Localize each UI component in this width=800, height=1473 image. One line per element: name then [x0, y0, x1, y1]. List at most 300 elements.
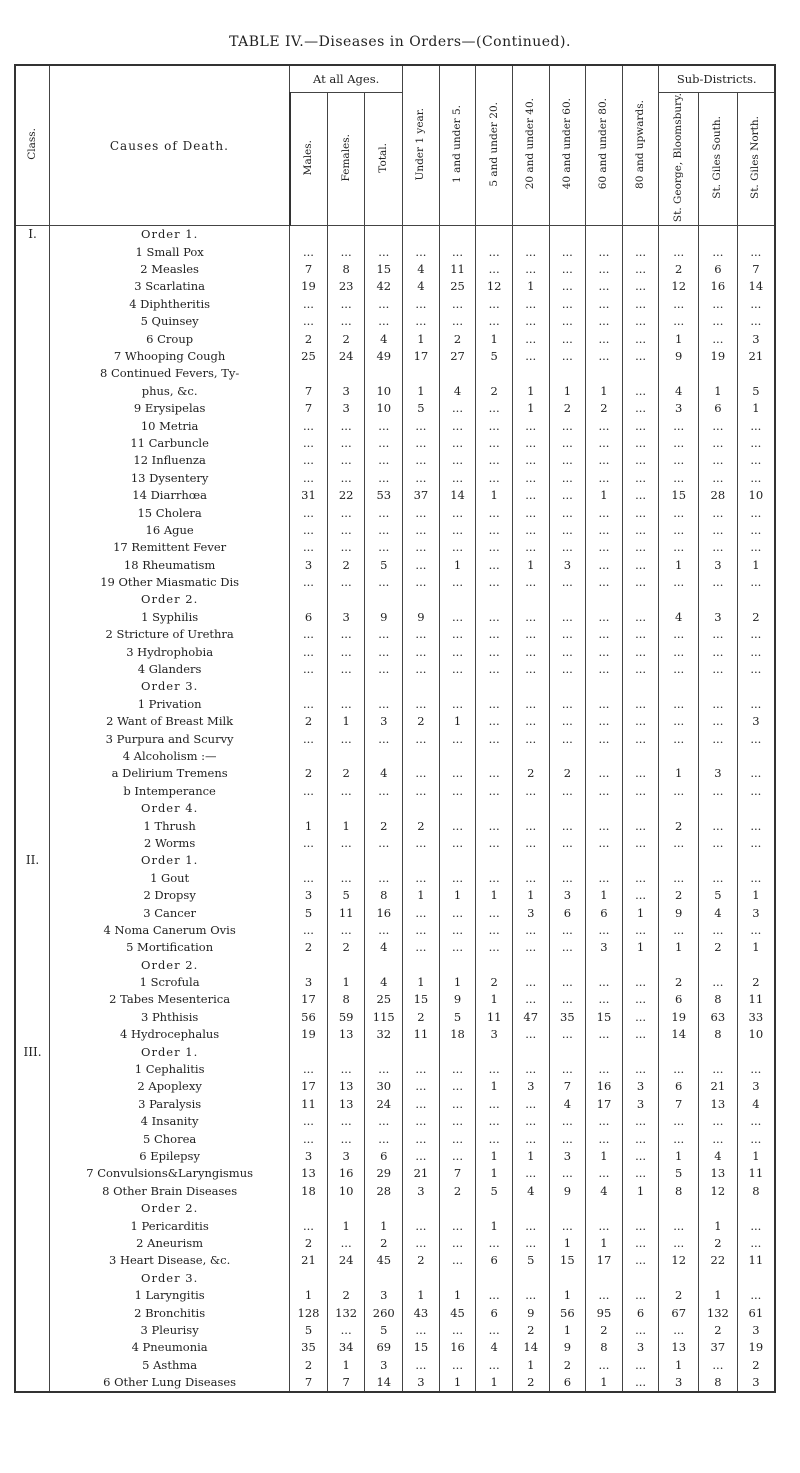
value-cell — [549, 748, 586, 765]
class-cell — [15, 609, 50, 626]
value-cell: 3 — [659, 400, 699, 417]
value-cell: 29 — [365, 1165, 403, 1182]
value-cell: 2 — [512, 765, 549, 782]
value-cell: ... — [586, 557, 623, 574]
value-cell: ... — [659, 296, 699, 313]
value-cell: ... — [549, 504, 586, 521]
table-row — [15, 1130, 775, 1147]
value-cell: 2 — [512, 1374, 549, 1392]
value-cell: ... — [549, 522, 586, 539]
empty-cell — [549, 957, 586, 974]
cause-name: 2 Worms — [50, 835, 290, 852]
value-cell: ... — [365, 626, 403, 643]
value-cell: ... — [403, 504, 440, 521]
value-cell: ... — [327, 783, 365, 800]
class-cell — [15, 1374, 50, 1392]
value-cell: 3 — [365, 713, 403, 730]
value-cell: 24 — [327, 1252, 365, 1269]
value-cell: 37 — [699, 1339, 738, 1356]
value-cell: ... — [549, 835, 586, 852]
value-cell: ... — [403, 313, 440, 330]
value-cell: ... — [549, 661, 586, 678]
order-heading-row — [15, 1270, 775, 1287]
value-cell: 15 — [659, 487, 699, 504]
value-cell: ... — [622, 991, 659, 1008]
value-cell: ... — [476, 730, 513, 747]
cause-name: 10 Metria — [50, 417, 290, 434]
value-cell: ... — [699, 626, 738, 643]
value-cell: ... — [290, 296, 328, 313]
value-cell: ... — [659, 574, 699, 591]
empty-cell — [365, 1200, 403, 1217]
st-george-header: St. George, Bloomsbury. — [659, 93, 699, 226]
value-cell: 3 — [737, 904, 775, 921]
value-cell: ... — [549, 313, 586, 330]
table-row — [15, 922, 775, 939]
table-row — [15, 748, 775, 765]
order-heading-row — [15, 1200, 775, 1217]
cause-name: 16 Ague — [50, 522, 290, 539]
value-cell: ... — [476, 1356, 513, 1373]
value-cell: ... — [659, 835, 699, 852]
empty-cell — [699, 1200, 738, 1217]
value-cell: ... — [737, 417, 775, 434]
value-cell: ... — [659, 1113, 699, 1130]
order-heading: Order 3. — [50, 1270, 290, 1287]
value-cell: 1 — [737, 1148, 775, 1165]
age40to60-header: 40 and under 60. — [549, 65, 586, 226]
value-cell: ... — [439, 626, 476, 643]
cause-name: 8 Continued Fevers, Ty- — [50, 365, 290, 382]
value-cell: 15 — [365, 261, 403, 278]
value-cell: ... — [476, 1096, 513, 1113]
class-cell — [15, 783, 50, 800]
table-row — [15, 1165, 775, 1182]
value-cell — [403, 748, 440, 765]
value-cell: ... — [622, 1113, 659, 1130]
value-cell: ... — [327, 504, 365, 521]
class-cell — [15, 939, 50, 956]
value-cell — [737, 365, 775, 382]
table-row — [15, 887, 775, 904]
value-cell: ... — [699, 504, 738, 521]
class-cell — [15, 1322, 50, 1339]
value-cell: 19 — [737, 1339, 775, 1356]
value-cell: 15 — [403, 991, 440, 1008]
table-row — [15, 1374, 775, 1392]
value-cell: ... — [327, 730, 365, 747]
value-cell: 16 — [365, 904, 403, 921]
value-cell: ... — [586, 348, 623, 365]
value-cell: 13 — [659, 1339, 699, 1356]
value-cell: ... — [403, 417, 440, 434]
table-row — [15, 504, 775, 521]
value-cell: 2 — [699, 939, 738, 956]
value-cell: ... — [512, 1130, 549, 1147]
value-cell: 260 — [365, 1304, 403, 1321]
value-cell: ... — [586, 435, 623, 452]
class-cell — [15, 539, 50, 556]
value-cell: 10 — [737, 487, 775, 504]
value-cell: ... — [586, 730, 623, 747]
class-cell — [15, 696, 50, 713]
class-cell: II. — [15, 852, 50, 869]
value-cell — [403, 365, 440, 382]
class-cell — [15, 1304, 50, 1321]
class-header: Class. — [15, 65, 50, 226]
value-cell: ... — [290, 661, 328, 678]
empty-cell — [586, 800, 623, 817]
value-cell: ... — [439, 870, 476, 887]
value-cell: 37 — [403, 487, 440, 504]
empty-cell — [439, 852, 476, 869]
value-cell: ... — [439, 1252, 476, 1269]
value-cell: ... — [622, 1287, 659, 1304]
value-cell: 6 — [290, 609, 328, 626]
value-cell: 25 — [365, 991, 403, 1008]
value-cell: ... — [439, 817, 476, 834]
value-cell: ... — [327, 696, 365, 713]
value-cell: ... — [403, 296, 440, 313]
value-cell: ... — [327, 1235, 365, 1252]
value-cell: 7 — [439, 1165, 476, 1182]
value-cell: ... — [512, 713, 549, 730]
value-cell: ... — [439, 609, 476, 626]
class-cell — [15, 1165, 50, 1182]
cause-name: 4 Hydrocephalus — [50, 1026, 290, 1043]
value-cell: ... — [439, 452, 476, 469]
value-cell: 9 — [365, 609, 403, 626]
value-cell: 5 — [365, 1322, 403, 1339]
value-cell: ... — [622, 452, 659, 469]
value-cell: ... — [699, 313, 738, 330]
cause-name: 3 Cancer — [50, 904, 290, 921]
value-cell: 4 — [699, 904, 738, 921]
value-cell — [737, 748, 775, 765]
value-cell: 1 — [512, 1148, 549, 1165]
value-cell: 1 — [549, 1322, 586, 1339]
value-cell: 27 — [439, 348, 476, 365]
table-row — [15, 974, 775, 991]
value-cell: ... — [512, 974, 549, 991]
cause-name: 5 Quinsey — [50, 313, 290, 330]
value-cell: ... — [622, 400, 659, 417]
value-cell: ... — [365, 835, 403, 852]
value-cell: ... — [512, 243, 549, 260]
cause-name: 11 Carbuncle — [50, 435, 290, 452]
value-cell: ... — [586, 696, 623, 713]
value-cell: 56 — [549, 1304, 586, 1321]
class-cell — [15, 626, 50, 643]
value-cell: ... — [622, 661, 659, 678]
empty-cell — [290, 1200, 328, 1217]
value-cell: ... — [439, 1322, 476, 1339]
value-cell: 2 — [290, 765, 328, 782]
value-cell: 3 — [586, 939, 623, 956]
value-cell: 9 — [659, 904, 699, 921]
value-cell: 12 — [659, 1252, 699, 1269]
value-cell: ... — [290, 313, 328, 330]
value-cell: ... — [439, 417, 476, 434]
value-cell: 2 — [290, 713, 328, 730]
value-cell: ... — [512, 661, 549, 678]
value-cell — [622, 365, 659, 382]
cause-name: 4 Glanders — [50, 661, 290, 678]
value-cell: 2 — [403, 817, 440, 834]
empty-cell — [327, 1270, 365, 1287]
value-cell: 1 — [699, 1287, 738, 1304]
value-cell: ... — [512, 504, 549, 521]
value-cell: ... — [439, 1217, 476, 1234]
value-cell: 2 — [327, 330, 365, 347]
value-cell: 2 — [659, 261, 699, 278]
table-row — [15, 1217, 775, 1234]
empty-cell — [403, 591, 440, 608]
empty-cell — [403, 800, 440, 817]
causes-header: Causes of Death. — [50, 65, 290, 226]
value-cell: ... — [476, 1130, 513, 1147]
class-cell — [15, 730, 50, 747]
cause-name: 9 Erysipelas — [50, 400, 290, 417]
table-row — [15, 261, 775, 278]
cause-name: 3 Phthisis — [50, 1009, 290, 1026]
value-cell: ... — [622, 574, 659, 591]
empty-cell — [549, 678, 586, 695]
value-cell: ... — [737, 643, 775, 660]
value-cell: 45 — [439, 1304, 476, 1321]
class-cell — [15, 887, 50, 904]
value-cell — [365, 365, 403, 382]
table-row — [15, 313, 775, 330]
cause-name: 6 Croup — [50, 330, 290, 347]
value-cell: ... — [659, 452, 699, 469]
empty-cell — [327, 591, 365, 608]
value-cell: ... — [737, 313, 775, 330]
empty-cell — [403, 678, 440, 695]
value-cell: ... — [737, 243, 775, 260]
value-cell: ... — [365, 470, 403, 487]
value-cell: ... — [622, 1217, 659, 1234]
empty-cell — [403, 957, 440, 974]
value-cell — [365, 748, 403, 765]
value-cell: 5 — [365, 557, 403, 574]
value-cell: ... — [622, 1252, 659, 1269]
empty-cell — [549, 800, 586, 817]
class-cell — [15, 957, 50, 974]
value-cell: 1 — [699, 1217, 738, 1234]
value-cell — [290, 365, 328, 382]
value-cell: ... — [327, 922, 365, 939]
value-cell: ... — [512, 261, 549, 278]
class-cell — [15, 470, 50, 487]
value-cell: ... — [549, 974, 586, 991]
class-cell — [15, 1148, 50, 1165]
cause-name: 17 Remittent Fever — [50, 539, 290, 556]
class-cell — [15, 1183, 50, 1200]
value-cell: ... — [659, 643, 699, 660]
value-cell: ... — [659, 1217, 699, 1234]
value-cell: 1 — [476, 330, 513, 347]
value-cell — [549, 365, 586, 382]
table-row — [15, 783, 775, 800]
age1to5-header: 1 and under 5. — [439, 65, 476, 226]
empty-cell — [659, 1200, 699, 1217]
value-cell: ... — [737, 765, 775, 782]
value-cell: 3 — [699, 765, 738, 782]
value-cell: ... — [290, 539, 328, 556]
value-cell: 3 — [737, 1374, 775, 1392]
value-cell: 2 — [737, 1356, 775, 1373]
value-cell: ... — [622, 974, 659, 991]
empty-cell — [365, 678, 403, 695]
class-cell — [15, 1235, 50, 1252]
value-cell: 3 — [365, 1356, 403, 1373]
value-cell: ... — [403, 1061, 440, 1078]
cause-name: 2 Measles — [50, 261, 290, 278]
value-cell: ... — [476, 922, 513, 939]
cause-name: 19 Other Miasmatic Dis — [50, 574, 290, 591]
value-cell: 14 — [512, 1339, 549, 1356]
value-cell: ... — [622, 835, 659, 852]
value-cell: ... — [586, 1356, 623, 1373]
class-cell — [15, 417, 50, 434]
value-cell: 5 — [290, 904, 328, 921]
value-cell: 21 — [290, 1252, 328, 1269]
empty-cell — [476, 678, 513, 695]
value-cell: 2 — [737, 974, 775, 991]
value-cell: 6 — [586, 904, 623, 921]
value-cell: 1 — [439, 557, 476, 574]
value-cell: 1 — [403, 383, 440, 400]
class-cell — [15, 1130, 50, 1147]
value-cell: ... — [586, 504, 623, 521]
cause-name: 1 Syphilis — [50, 609, 290, 626]
value-cell: ... — [403, 574, 440, 591]
value-cell: ... — [439, 835, 476, 852]
value-cell: ... — [622, 1374, 659, 1392]
cause-name: 4 Alcoholism :— — [50, 748, 290, 765]
table-row — [15, 661, 775, 678]
value-cell: 6 — [659, 1078, 699, 1095]
value-cell: ... — [439, 400, 476, 417]
value-cell: ... — [476, 713, 513, 730]
value-cell: ... — [622, 1009, 659, 1026]
subdistricts-header: Sub-Districts. — [659, 65, 775, 93]
value-cell: ... — [403, 539, 440, 556]
value-cell: ... — [586, 452, 623, 469]
table-row — [15, 1113, 775, 1130]
table-row — [15, 1078, 775, 1095]
value-cell: 13 — [327, 1078, 365, 1095]
value-cell: 1 — [512, 383, 549, 400]
empty-cell — [439, 1270, 476, 1287]
value-cell: ... — [512, 539, 549, 556]
value-cell: 11 — [737, 991, 775, 1008]
value-cell: 5 — [699, 887, 738, 904]
table-row — [15, 296, 775, 313]
value-cell: ... — [659, 730, 699, 747]
table-row — [15, 609, 775, 626]
value-cell: ... — [622, 626, 659, 643]
value-cell: 18 — [290, 1183, 328, 1200]
value-cell: ... — [622, 348, 659, 365]
value-cell: ... — [699, 417, 738, 434]
value-cell: ... — [737, 452, 775, 469]
value-cell: ... — [586, 609, 623, 626]
value-cell: 2 — [549, 1356, 586, 1373]
value-cell: 43 — [403, 1304, 440, 1321]
order-heading: Order 1. — [50, 226, 290, 244]
value-cell: ... — [737, 1113, 775, 1130]
table-row — [15, 574, 775, 591]
value-cell: ... — [737, 1235, 775, 1252]
empty-cell — [439, 800, 476, 817]
value-cell: 1 — [403, 1287, 440, 1304]
value-cell: 6 — [622, 1304, 659, 1321]
value-cell: 13 — [290, 1165, 328, 1182]
value-cell: ... — [403, 452, 440, 469]
value-cell: ... — [586, 1026, 623, 1043]
value-cell: ... — [699, 1061, 738, 1078]
value-cell: 2 — [659, 817, 699, 834]
empty-cell — [699, 852, 738, 869]
empty-cell — [549, 1270, 586, 1287]
value-cell: ... — [512, 609, 549, 626]
value-cell: 1 — [439, 1287, 476, 1304]
empty-cell — [622, 1200, 659, 1217]
table-row — [15, 1061, 775, 1078]
value-cell: ... — [699, 974, 738, 991]
value-cell: ... — [699, 1130, 738, 1147]
value-cell: 13 — [699, 1165, 738, 1182]
value-cell: ... — [403, 1130, 440, 1147]
value-cell: 1 — [549, 1287, 586, 1304]
class-cell — [15, 817, 50, 834]
empty-cell — [290, 1043, 328, 1060]
value-cell: ... — [586, 974, 623, 991]
value-cell: ... — [403, 1235, 440, 1252]
value-cell: 19 — [290, 1026, 328, 1043]
value-cell: 4 — [659, 383, 699, 400]
class-cell — [15, 278, 50, 295]
value-cell: ... — [659, 713, 699, 730]
value-cell: 6 — [549, 1374, 586, 1392]
empty-cell — [439, 226, 476, 244]
value-cell: 5 — [290, 1322, 328, 1339]
value-cell: ... — [586, 417, 623, 434]
value-cell: 14 — [737, 278, 775, 295]
cause-name: 4 Insanity — [50, 1113, 290, 1130]
value-cell: 3 — [403, 1183, 440, 1200]
cause-name: 2 Dropsy — [50, 887, 290, 904]
value-cell: 5 — [327, 887, 365, 904]
value-cell: ... — [586, 539, 623, 556]
cause-name: 1 Laryngitis — [50, 1287, 290, 1304]
value-cell: ... — [622, 1061, 659, 1078]
empty-cell — [659, 852, 699, 869]
value-cell: ... — [622, 278, 659, 295]
value-cell: 1 — [476, 1165, 513, 1182]
value-cell: ... — [659, 1130, 699, 1147]
value-cell: 1 — [327, 713, 365, 730]
value-cell: 1 — [403, 887, 440, 904]
value-cell: ... — [403, 643, 440, 660]
value-cell: 1 — [699, 383, 738, 400]
cause-name: 3 Paralysis — [50, 1096, 290, 1113]
value-cell: ... — [439, 922, 476, 939]
age20to40-header: 20 and under 40. — [512, 65, 549, 226]
value-cell: 1 — [439, 974, 476, 991]
